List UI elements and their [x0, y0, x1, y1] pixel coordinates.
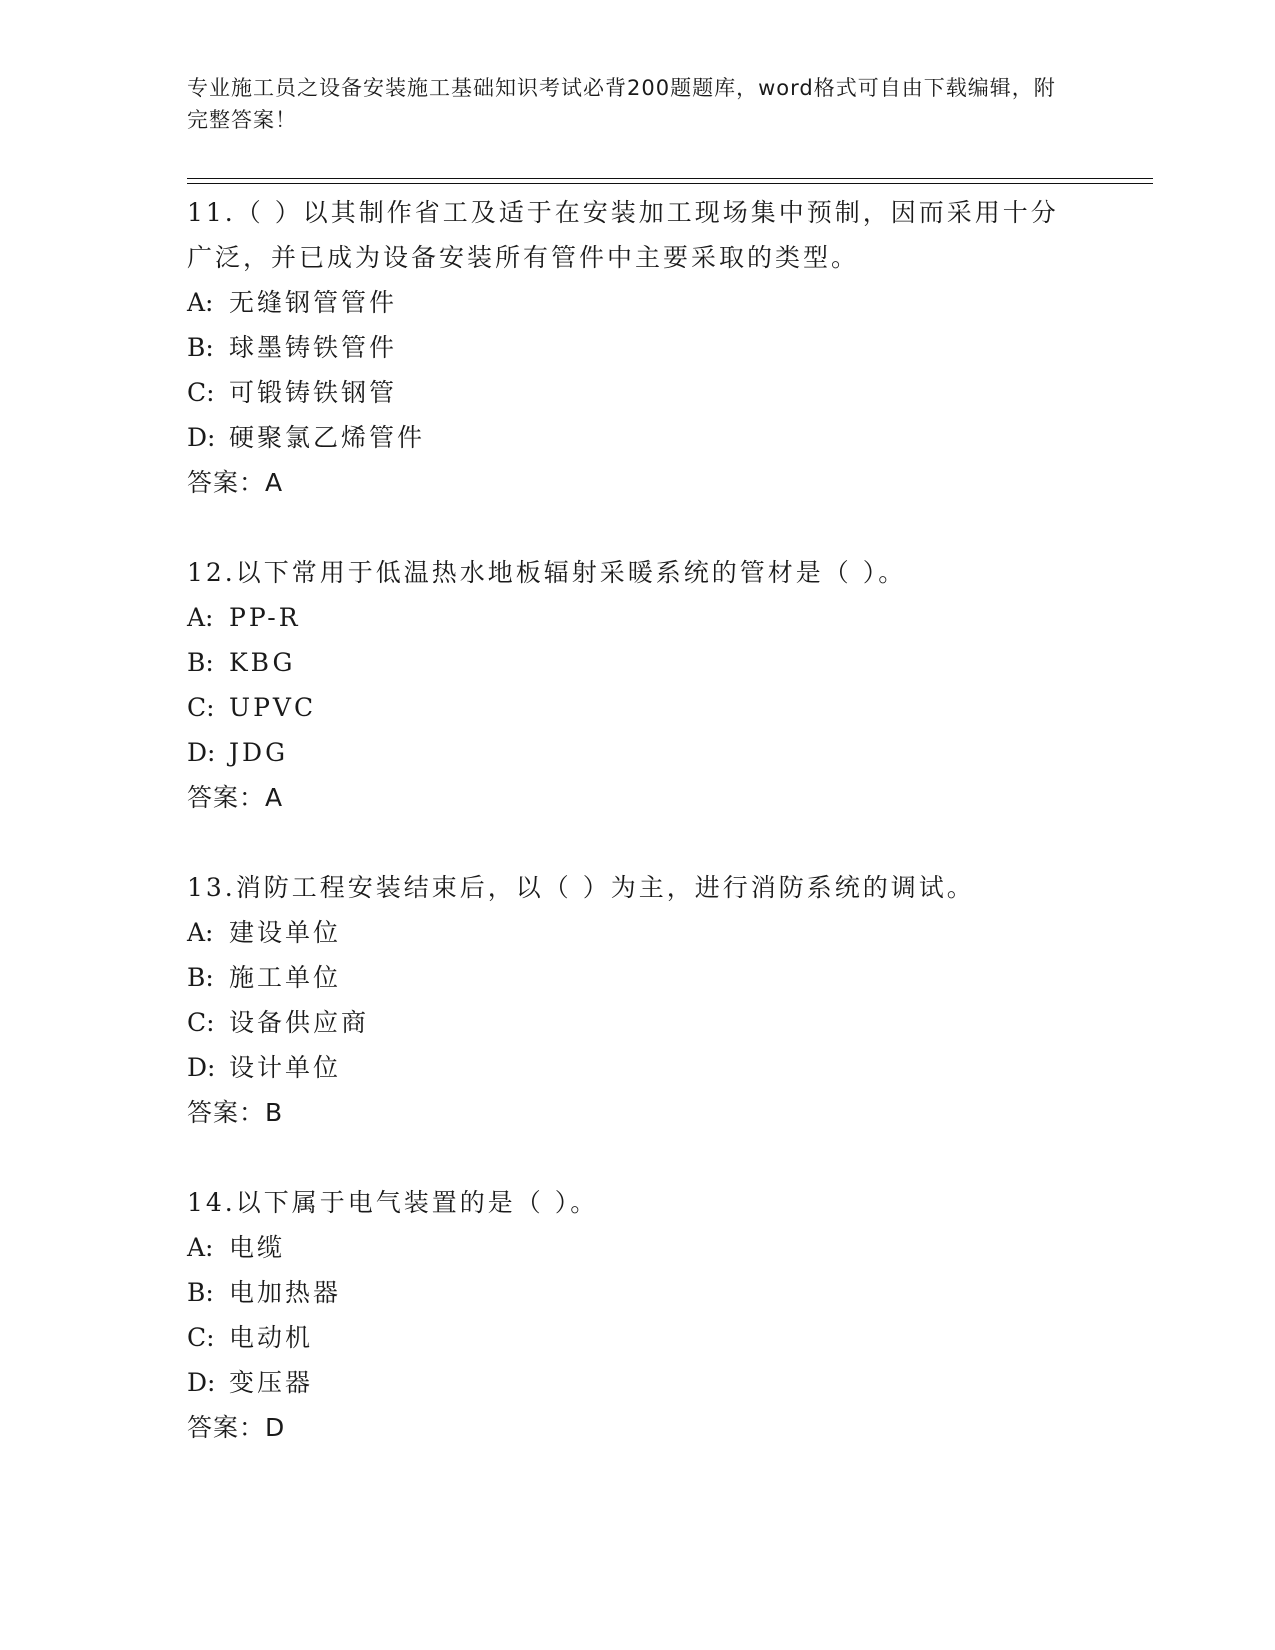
question-stem: 12.以下常用于低温热水地板辐射采暖系统的管材是（ ）。 [187, 558, 907, 587]
option-b [187, 1270, 1067, 1315]
question-11 [187, 190, 1067, 505]
option-key: C: [187, 1323, 215, 1352]
option-text: KBG [229, 648, 296, 677]
option-d [187, 1045, 1067, 1090]
option-d [187, 1360, 1067, 1405]
option-text: 无缝钢管管件 [229, 288, 398, 317]
option-text: 球墨铸铁管件 [229, 333, 398, 362]
option-key: D: [187, 423, 216, 452]
option-key: C: [187, 693, 215, 722]
option-text: 电加热器 [229, 1278, 342, 1307]
option-key: D: [187, 1368, 216, 1397]
option-a [187, 280, 1067, 325]
option-text: 建设单位 [229, 918, 342, 947]
option-d [187, 415, 1067, 460]
option-text: 硬聚氯乙烯管件 [229, 423, 426, 452]
answer: 答案：A [187, 468, 284, 497]
option-key: A: [187, 1233, 214, 1262]
option-key: D: [187, 738, 216, 767]
header-divider-bottom [187, 183, 1153, 184]
question-stem: 11.（ ）以其制作省工及适于在安装加工现场集中预制，因而采用十分广泛，并已成为设备安装所有管件中主要采取的类型。 [187, 198, 1059, 272]
option-key: D: [187, 1053, 216, 1082]
option-key: A: [187, 603, 214, 632]
option-key: A: [187, 288, 214, 317]
option-key: B: [187, 648, 214, 677]
option-text: JDG [229, 738, 289, 767]
question-stem: 14.以下属于电气装置的是（ ）。 [187, 1188, 599, 1217]
option-b [187, 955, 1067, 1000]
option-c [187, 685, 1067, 730]
option-b [187, 325, 1067, 370]
question-stem: 13.消防工程安装结束后，以（ ）为主，进行消防系统的调试。 [187, 873, 975, 902]
option-text: PP-R [229, 603, 301, 632]
option-c [187, 1000, 1067, 1045]
option-a [187, 910, 1067, 955]
option-a [187, 595, 1067, 640]
option-text: 设备供应商 [229, 1008, 370, 1037]
header-divider-top [187, 178, 1153, 179]
option-b [187, 640, 1067, 685]
question-14 [187, 1180, 1067, 1450]
option-text: 施工单位 [229, 963, 342, 992]
option-text: 电缆 [229, 1233, 286, 1262]
option-key: C: [187, 378, 215, 407]
answer: 答案：A [187, 783, 284, 812]
question-list [187, 190, 1067, 1495]
option-text: 设计单位 [229, 1053, 342, 1082]
question-12 [187, 550, 1067, 820]
option-key: A: [187, 918, 214, 947]
option-key: B: [187, 963, 214, 992]
option-key: C: [187, 1008, 215, 1037]
option-c [187, 370, 1067, 415]
answer: 答案：B [187, 1098, 284, 1127]
option-text: 电动机 [229, 1323, 314, 1352]
option-d [187, 730, 1067, 775]
option-c [187, 1315, 1067, 1360]
option-text: 可锻铸铁钢管 [229, 378, 398, 407]
option-text: 变压器 [229, 1368, 314, 1397]
question-13 [187, 865, 1067, 1135]
option-text: UPVC [229, 693, 317, 722]
option-key: B: [187, 333, 214, 362]
option-a [187, 1225, 1067, 1270]
option-key: B: [187, 1278, 214, 1307]
answer: 答案：D [187, 1413, 286, 1442]
document-header: 专业施工员之设备安装施工基础知识考试必背200题题库，word格式可自由下载编辑，附完整答案！ [187, 76, 1056, 132]
